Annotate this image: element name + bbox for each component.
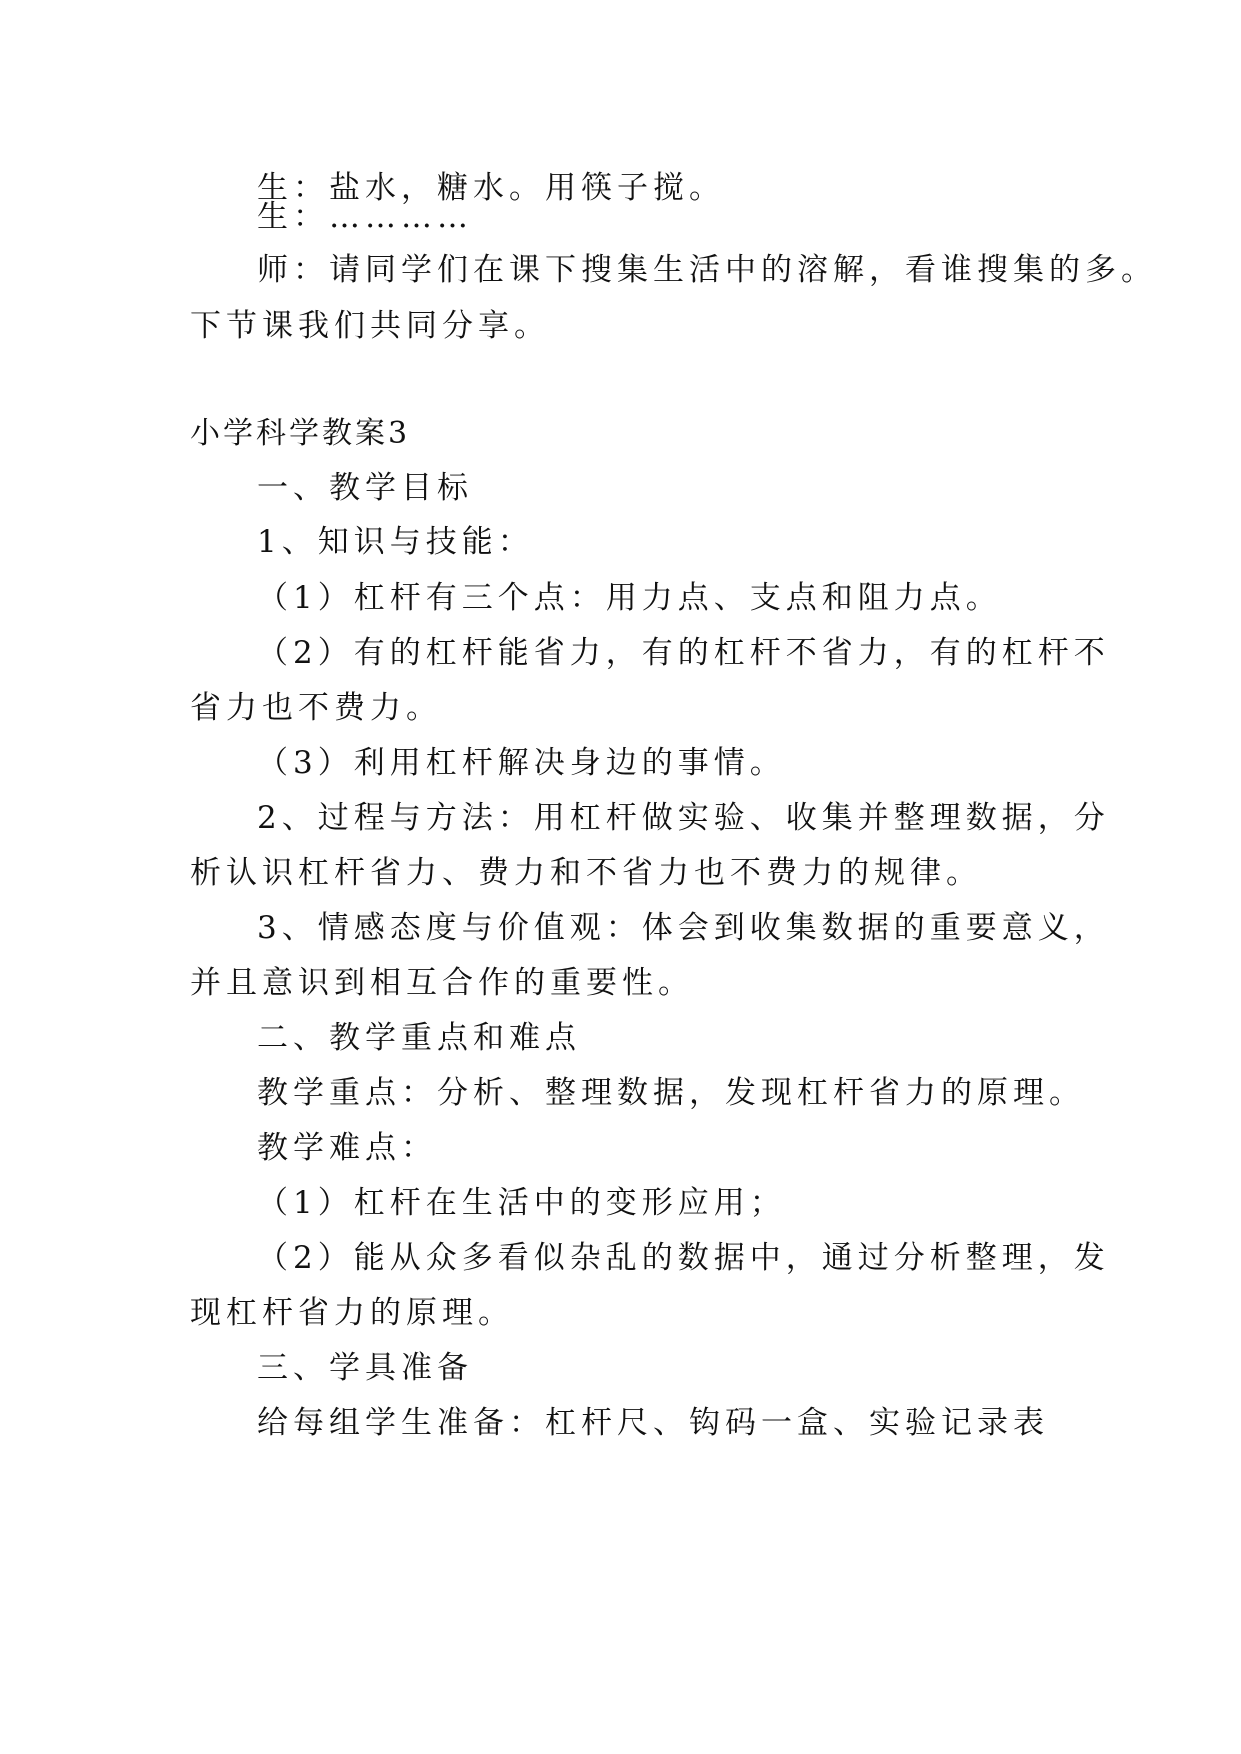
goal-item-2: （2）有的杠杆能省力，有的杠杆不省力，有的杠杆不	[257, 635, 1110, 671]
key-point: 教学重点：分析、整理数据，发现杠杆省力的原理。	[257, 1075, 1085, 1111]
goal-item-1: （1）杠杆有三个点：用力点、支点和阻力点。	[257, 580, 1002, 616]
dialogue-line-student-1: 生：盐水，糖水。用筷子搅。	[257, 170, 725, 206]
goal-attitude-values-cont: 并且意识到相互合作的重要性。	[190, 965, 694, 1001]
goal-process-methods: 2、过程与方法：用杠杆做实验、收集并整理数据，分	[257, 800, 1110, 836]
heading-teaching-goals: 一、教学目标	[257, 470, 473, 506]
section-title: 小学科学教案3	[190, 416, 411, 451]
dialogue-line-student-2: 生：…………	[257, 199, 473, 235]
goal-item-3: （3）利用杠杆解决身边的事情。	[257, 745, 786, 781]
difficulty-item-2: （2）能从众多看似杂乱的数据中，通过分析整理，发	[257, 1240, 1110, 1276]
goal-process-methods-cont: 析认识杠杆省力、费力和不省力也不费力的规律。	[190, 855, 982, 891]
difficulty-item-1: （1）杠杆在生活中的变形应用；	[257, 1185, 786, 1221]
goal-knowledge-skills: 1、知识与技能：	[257, 524, 534, 560]
difficulty-item-2-cont: 现杠杆省力的原理。	[190, 1295, 514, 1331]
difficulty-label: 教学难点：	[257, 1130, 437, 1166]
materials-text: 给每组学生准备：杠杆尺、钩码一盒、实验记录表	[257, 1405, 1049, 1441]
goal-attitude-values: 3、情感态度与价值观：体会到收集数据的重要意义，	[257, 910, 1110, 946]
dialogue-line-teacher-cont: 下节课我们共同分享。	[190, 308, 550, 344]
heading-key-points: 二、教学重点和难点	[257, 1020, 581, 1056]
goal-item-2-cont: 省力也不费力。	[190, 690, 442, 726]
dialogue-line-teacher: 师：请同学们在课下搜集生活中的溶解，看谁搜集的多。	[257, 252, 1157, 288]
heading-materials: 三、学具准备	[257, 1350, 473, 1386]
